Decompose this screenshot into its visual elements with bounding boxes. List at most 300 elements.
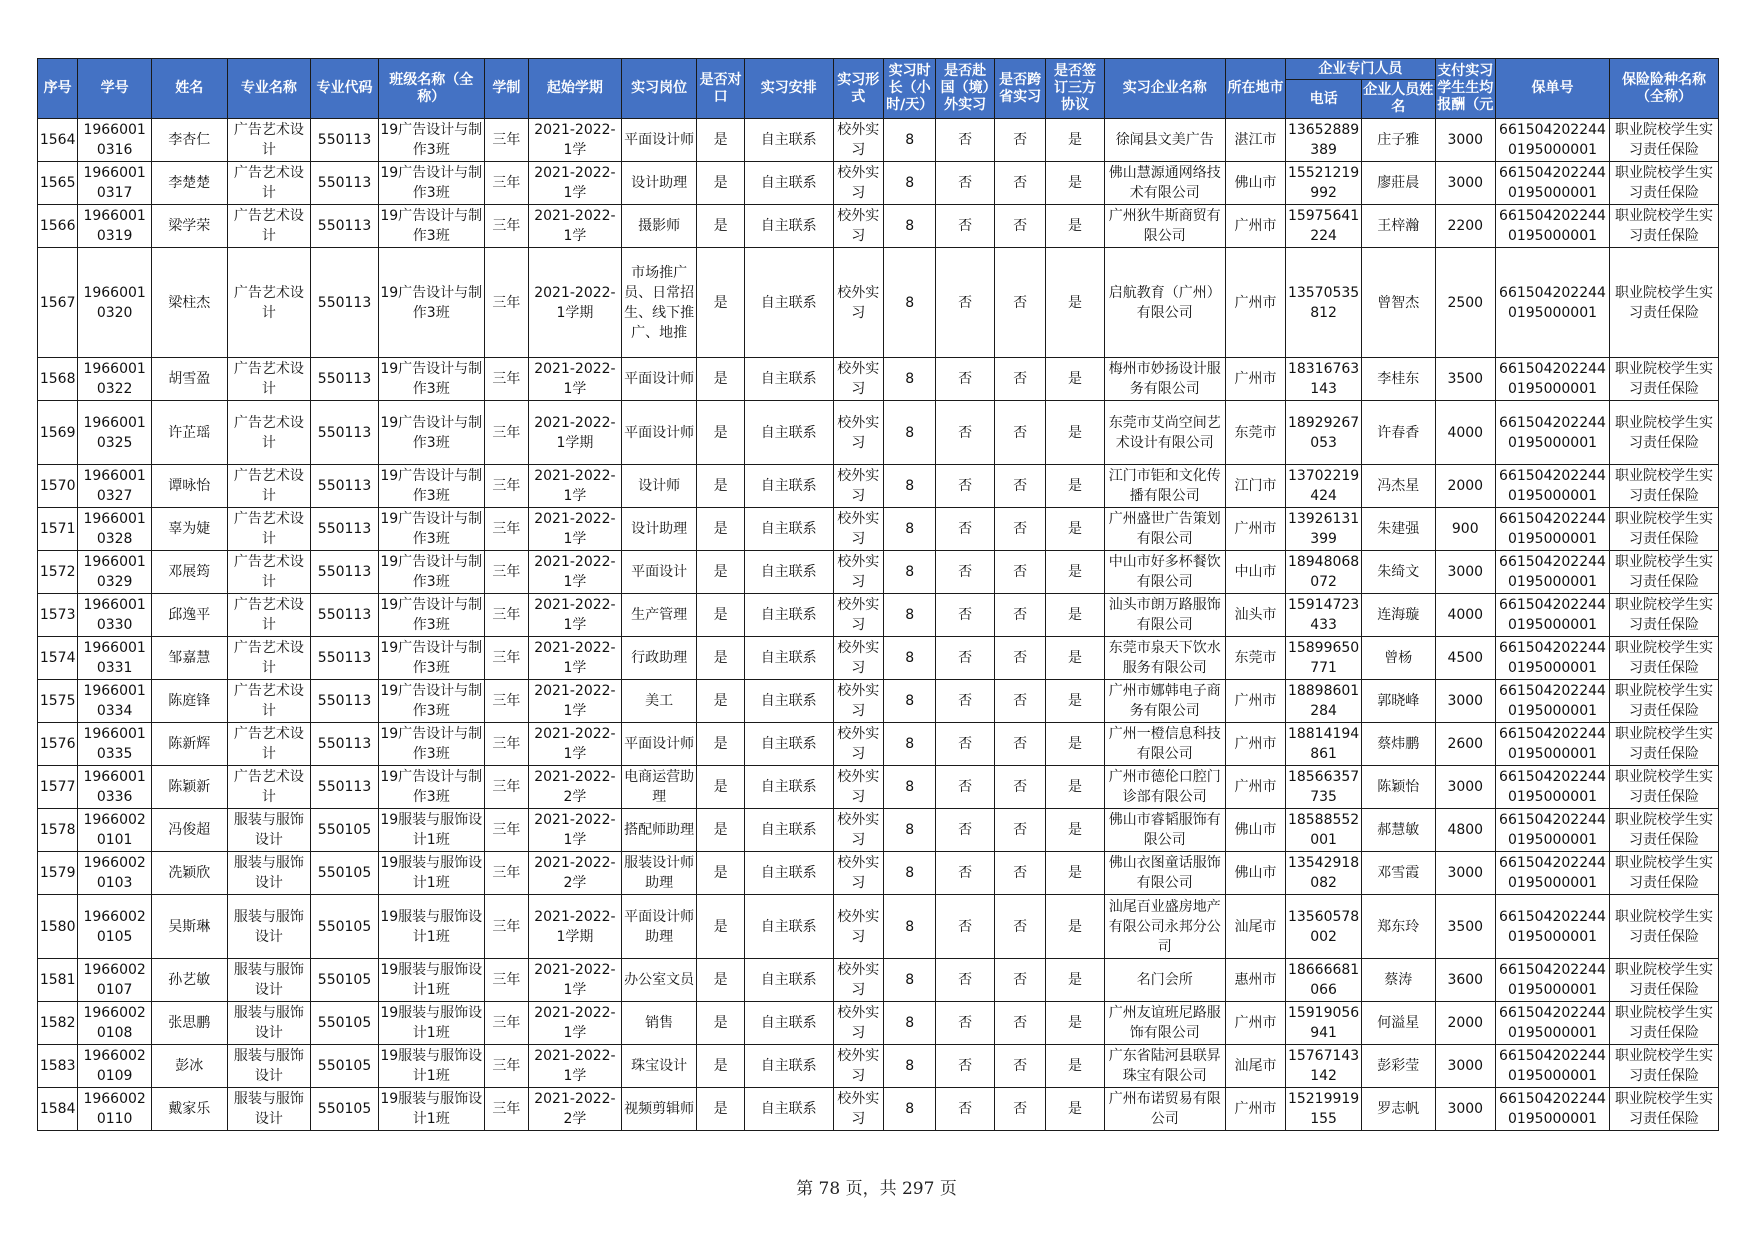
cell-insurance: 职业院校学生实习责任保险 [1609,1045,1718,1088]
cell-hours: 8 [883,1002,935,1045]
cell-company: 广州狄牛斯商贸有限公司 [1104,205,1225,248]
cell-start-term: 2021-2022-1学 [529,508,622,551]
cell-seq: 1576 [38,723,78,766]
cell-agreement: 是 [1046,959,1104,1002]
header-seq: 序号 [38,59,78,119]
cell-pay: 900 [1435,508,1496,551]
cell-name: 陈新辉 [151,723,227,766]
cell-phone: 13542918082 [1286,852,1362,895]
cell-city: 广州市 [1225,205,1286,248]
cell-abroad: 否 [936,162,994,205]
cell-policy-no: 6615042022440195000001 [1496,680,1610,723]
table-body [38,119,1719,1131]
cell-cross-province: 否 [994,637,1045,680]
cell-agreement: 是 [1046,508,1104,551]
cell-major-name: 广告艺术设计 [227,508,311,551]
cell-major-name: 服装与服饰设计 [227,1045,311,1088]
cell-position: 电商运营助理 [621,766,697,809]
cell-abroad: 否 [936,358,994,401]
cell-major-code: 550105 [311,895,379,959]
cell-abroad: 否 [936,723,994,766]
cell-company: 梅州市妙扬设计服务有限公司 [1104,358,1225,401]
cell-class-name: 19广告设计与制作3班 [378,508,484,551]
cell-form: 校外实习 [833,680,883,723]
cell-class-name: 19服装与服饰设计1班 [378,852,484,895]
cell-position: 生产管理 [621,594,697,637]
cell-policy-no: 6615042022440195000001 [1496,205,1610,248]
cell-seq: 1580 [38,895,78,959]
cell-arrangement: 自主联系 [744,959,833,1002]
cell-form: 校外实习 [833,119,883,162]
cell-hours: 8 [883,205,935,248]
cell-company: 广州盛世广告策划有限公司 [1104,508,1225,551]
cell-phone: 13652889389 [1286,119,1362,162]
table-row [38,205,1719,248]
cell-policy-no: 6615042022440195000001 [1496,809,1610,852]
cell-city: 东莞市 [1225,637,1286,680]
header-form: 实习形式 [833,59,883,119]
cell-seq: 1582 [38,1002,78,1045]
cell-duration: 三年 [484,852,528,895]
cell-hours: 8 [883,465,935,508]
cell-company: 广州市娜韩电子商务有限公司 [1104,680,1225,723]
cell-form: 校外实习 [833,723,883,766]
cell-agreement: 是 [1046,895,1104,959]
header-student-id: 学号 [78,59,152,119]
header-duration: 学制 [484,59,528,119]
cell-company: 徐闻县文美广告 [1104,119,1225,162]
cell-student-id: 19660020108 [78,1002,152,1045]
cell-city: 广州市 [1225,766,1286,809]
cell-pay: 3000 [1435,162,1496,205]
cell-name: 李杏仁 [151,119,227,162]
cell-agreement: 是 [1046,465,1104,508]
cell-city: 汕尾市 [1225,1045,1286,1088]
cell-hours: 8 [883,248,935,358]
cell-duration: 三年 [484,205,528,248]
cell-arrangement: 自主联系 [744,766,833,809]
cell-city: 东莞市 [1225,401,1286,465]
internship-table [37,58,1719,1131]
table-row [38,1088,1719,1131]
cell-form: 校外实习 [833,401,883,465]
cell-class-name: 19广告设计与制作3班 [378,637,484,680]
cell-arrangement: 自主联系 [744,1088,833,1131]
cell-city: 广州市 [1225,248,1286,358]
cell-city: 佛山市 [1225,809,1286,852]
cell-major-name: 广告艺术设计 [227,551,311,594]
cell-major-code: 550113 [311,551,379,594]
cell-duration: 三年 [484,162,528,205]
cell-class-name: 19广告设计与制作3班 [378,680,484,723]
cell-contact-name: 罗志帆 [1361,1088,1435,1131]
cell-insurance: 职业院校学生实习责任保险 [1609,637,1718,680]
cell-insurance: 职业院校学生实习责任保险 [1609,895,1718,959]
header-phone: 电话 [1286,80,1362,119]
cell-class-name: 19广告设计与制作3班 [378,358,484,401]
cell-insurance: 职业院校学生实习责任保险 [1609,551,1718,594]
cell-major-code: 550113 [311,465,379,508]
cell-major-name: 广告艺术设计 [227,162,311,205]
cell-hours: 8 [883,1045,935,1088]
cell-major-name: 广告艺术设计 [227,465,311,508]
header-position: 实习岗位 [621,59,697,119]
cell-hours: 8 [883,162,935,205]
cell-policy-no: 6615042022440195000001 [1496,1088,1610,1131]
cell-abroad: 否 [936,1045,994,1088]
table-row [38,637,1719,680]
cell-agreement: 是 [1046,551,1104,594]
cell-major-name: 广告艺术设计 [227,119,311,162]
cell-contact-name: 廖莊晨 [1361,162,1435,205]
cell-duration: 三年 [484,959,528,1002]
cell-pay: 2600 [1435,723,1496,766]
cell-policy-no: 6615042022440195000001 [1496,508,1610,551]
cell-cross-province: 否 [994,895,1045,959]
cell-start-term: 2021-2022-1学期 [529,248,622,358]
table-row [38,680,1719,723]
cell-agreement: 是 [1046,162,1104,205]
cell-class-name: 19广告设计与制作3班 [378,205,484,248]
cell-matched: 是 [697,248,744,358]
table-row [38,119,1719,162]
cell-position: 设计助理 [621,162,697,205]
cell-student-id: 19660010328 [78,508,152,551]
cell-arrangement: 自主联系 [744,401,833,465]
cell-contact-name: 王梓瀚 [1361,205,1435,248]
cell-phone: 18666681066 [1286,959,1362,1002]
cell-pay: 2000 [1435,1002,1496,1045]
cell-name: 冼颖欣 [151,852,227,895]
cell-position: 平面设计师 [621,119,697,162]
cell-matched: 是 [697,723,744,766]
cell-pay: 2000 [1435,465,1496,508]
cell-student-id: 19660020107 [78,959,152,1002]
cell-major-name: 广告艺术设计 [227,401,311,465]
cell-insurance: 职业院校学生实习责任保险 [1609,401,1718,465]
cell-phone: 18929267053 [1286,401,1362,465]
cell-agreement: 是 [1046,1045,1104,1088]
cell-policy-no: 6615042022440195000001 [1496,852,1610,895]
cell-seq: 1579 [38,852,78,895]
table-row [38,162,1719,205]
table-row [38,809,1719,852]
cell-abroad: 否 [936,809,994,852]
cell-pay: 3000 [1435,680,1496,723]
cell-seq: 1584 [38,1088,78,1131]
cell-form: 校外实习 [833,248,883,358]
cell-arrangement: 自主联系 [744,1002,833,1045]
cell-major-code: 550105 [311,852,379,895]
cell-abroad: 否 [936,401,994,465]
table-row [38,852,1719,895]
cell-agreement: 是 [1046,766,1104,809]
cell-agreement: 是 [1046,1002,1104,1045]
header-policy-no: 保单号 [1496,59,1610,119]
cell-student-id: 19660020103 [78,852,152,895]
cell-city: 惠州市 [1225,959,1286,1002]
cell-name: 谭咏怡 [151,465,227,508]
cell-pay: 3500 [1435,895,1496,959]
cell-name: 戴家乐 [151,1088,227,1131]
cell-seq: 1583 [38,1045,78,1088]
cell-contact-name: 连海璇 [1361,594,1435,637]
cell-name: 辜为婕 [151,508,227,551]
cell-form: 校外实习 [833,162,883,205]
cell-class-name: 19服装与服饰设计1班 [378,1045,484,1088]
cell-phone: 15919056941 [1286,1002,1362,1045]
cell-duration: 三年 [484,723,528,766]
header-agreement: 是否签订三方协议 [1046,59,1104,119]
cell-matched: 是 [697,551,744,594]
cell-hours: 8 [883,680,935,723]
cell-cross-province: 否 [994,119,1045,162]
cell-class-name: 19广告设计与制作3班 [378,551,484,594]
cell-policy-no: 6615042022440195000001 [1496,895,1610,959]
cell-arrangement: 自主联系 [744,809,833,852]
cell-city: 佛山市 [1225,162,1286,205]
cell-seq: 1575 [38,680,78,723]
cell-policy-no: 6615042022440195000001 [1496,766,1610,809]
cell-arrangement: 自主联系 [744,205,833,248]
cell-position: 搭配师助理 [621,809,697,852]
cell-policy-no: 6615042022440195000001 [1496,465,1610,508]
cell-city: 江门市 [1225,465,1286,508]
cell-duration: 三年 [484,1088,528,1131]
cell-start-term: 2021-2022-1学 [529,1045,622,1088]
header-cross-province: 是否跨省实习 [994,59,1045,119]
cell-agreement: 是 [1046,248,1104,358]
cell-pay: 3500 [1435,358,1496,401]
header-major-code: 专业代码 [311,59,379,119]
cell-hours: 8 [883,959,935,1002]
cell-contact-name: 曾智杰 [1361,248,1435,358]
header-insurance: 保险险种名称（全称） [1609,59,1718,119]
cell-major-code: 550113 [311,119,379,162]
cell-class-name: 19服装与服饰设计1班 [378,1088,484,1131]
cell-abroad: 否 [936,1002,994,1045]
cell-position: 市场推广员、日常招生、线下推广、地推 [621,248,697,358]
cell-insurance: 职业院校学生实习责任保险 [1609,766,1718,809]
cell-phone: 18566357735 [1286,766,1362,809]
cell-matched: 是 [697,637,744,680]
cell-seq: 1570 [38,465,78,508]
cell-class-name: 19广告设计与制作3班 [378,465,484,508]
cell-name: 许芷瑶 [151,401,227,465]
cell-arrangement: 自主联系 [744,895,833,959]
table-row [38,248,1719,358]
cell-student-id: 19660020105 [78,895,152,959]
cell-pay: 4000 [1435,401,1496,465]
cell-phone: 15219919155 [1286,1088,1362,1131]
cell-seq: 1573 [38,594,78,637]
cell-pay: 3600 [1435,959,1496,1002]
cell-hours: 8 [883,637,935,680]
cell-phone: 15914723433 [1286,594,1362,637]
cell-position: 珠宝设计 [621,1045,697,1088]
cell-student-id: 19660010336 [78,766,152,809]
cell-duration: 三年 [484,465,528,508]
header-name: 姓名 [151,59,227,119]
cell-pay: 3000 [1435,551,1496,594]
cell-major-name: 广告艺术设计 [227,205,311,248]
cell-cross-province: 否 [994,1088,1045,1131]
cell-city: 广州市 [1225,1088,1286,1131]
cell-cross-province: 否 [994,551,1045,594]
cell-contact-name: 彭彩莹 [1361,1045,1435,1088]
cell-major-code: 550113 [311,508,379,551]
header-contact-name: 企业人员姓名 [1361,80,1435,119]
cell-student-id: 19660020101 [78,809,152,852]
cell-major-name: 服装与服饰设计 [227,895,311,959]
table-row [38,594,1719,637]
cell-insurance: 职业院校学生实习责任保险 [1609,1088,1718,1131]
cell-position: 销售 [621,1002,697,1045]
cell-insurance: 职业院校学生实习责任保险 [1609,723,1718,766]
cell-form: 校外实习 [833,766,883,809]
cell-matched: 是 [697,809,744,852]
header-company: 实习企业名称 [1104,59,1225,119]
cell-major-code: 550113 [311,723,379,766]
table-row [38,723,1719,766]
cell-student-id: 19660020109 [78,1045,152,1088]
cell-cross-province: 否 [994,1045,1045,1088]
cell-name: 梁学荣 [151,205,227,248]
cell-hours: 8 [883,358,935,401]
cell-student-id: 19660010319 [78,205,152,248]
cell-hours: 8 [883,508,935,551]
cell-position: 设计师 [621,465,697,508]
cell-major-code: 550105 [311,1088,379,1131]
cell-seq: 1568 [38,358,78,401]
cell-class-name: 19广告设计与制作3班 [378,594,484,637]
cell-duration: 三年 [484,1045,528,1088]
cell-matched: 是 [697,358,744,401]
cell-insurance: 职业院校学生实习责任保险 [1609,959,1718,1002]
cell-major-code: 550105 [311,809,379,852]
cell-company: 东莞市艾尚空间艺术设计有限公司 [1104,401,1225,465]
cell-hours: 8 [883,551,935,594]
cell-start-term: 2021-2022-1学 [529,594,622,637]
cell-agreement: 是 [1046,1088,1104,1131]
cell-phone: 15899650771 [1286,637,1362,680]
cell-major-name: 服装与服饰设计 [227,852,311,895]
cell-company: 广州市德伦口腔门诊部有限公司 [1104,766,1225,809]
cell-duration: 三年 [484,680,528,723]
cell-contact-name: 郝慧敏 [1361,809,1435,852]
cell-phone: 13702219424 [1286,465,1362,508]
cell-form: 校外实习 [833,1088,883,1131]
cell-matched: 是 [697,1088,744,1131]
cell-arrangement: 自主联系 [744,508,833,551]
cell-insurance: 职业院校学生实习责任保险 [1609,508,1718,551]
cell-seq: 1572 [38,551,78,594]
cell-city: 汕尾市 [1225,895,1286,959]
cell-phone: 13570535812 [1286,248,1362,358]
cell-form: 校外实习 [833,852,883,895]
cell-seq: 1567 [38,248,78,358]
cell-abroad: 否 [936,1088,994,1131]
cell-abroad: 否 [936,248,994,358]
cell-form: 校外实习 [833,959,883,1002]
cell-insurance: 职业院校学生实习责任保险 [1609,680,1718,723]
cell-major-code: 550113 [311,162,379,205]
cell-seq: 1565 [38,162,78,205]
cell-cross-province: 否 [994,401,1045,465]
cell-contact-name: 朱建强 [1361,508,1435,551]
cell-company: 名门会所 [1104,959,1225,1002]
cell-phone: 15767143142 [1286,1045,1362,1088]
cell-start-term: 2021-2022-1学 [529,1002,622,1045]
cell-city: 中山市 [1225,551,1286,594]
cell-insurance: 职业院校学生实习责任保险 [1609,809,1718,852]
cell-form: 校外实习 [833,637,883,680]
header-city: 所在地市 [1225,59,1286,119]
cell-form: 校外实习 [833,895,883,959]
cell-name: 梁柱杰 [151,248,227,358]
cell-seq: 1569 [38,401,78,465]
cell-class-name: 19广告设计与制作3班 [378,119,484,162]
cell-cross-province: 否 [994,358,1045,401]
cell-student-id: 19660010330 [78,594,152,637]
header-contact-group: 企业专门人员 [1286,59,1435,80]
cell-seq: 1566 [38,205,78,248]
cell-city: 广州市 [1225,508,1286,551]
cell-major-code: 550113 [311,358,379,401]
cell-student-id: 19660010329 [78,551,152,594]
cell-major-code: 550113 [311,637,379,680]
cell-class-name: 19广告设计与制作3班 [378,401,484,465]
cell-matched: 是 [697,594,744,637]
cell-class-name: 19广告设计与制作3班 [378,248,484,358]
cell-start-term: 2021-2022-2学 [529,766,622,809]
cell-abroad: 否 [936,594,994,637]
cell-seq: 1571 [38,508,78,551]
cell-hours: 8 [883,594,935,637]
cell-seq: 1578 [38,809,78,852]
table-row [38,766,1719,809]
cell-contact-name: 蔡炜鹏 [1361,723,1435,766]
cell-cross-province: 否 [994,680,1045,723]
cell-policy-no: 6615042022440195000001 [1496,358,1610,401]
cell-policy-no: 6615042022440195000001 [1496,723,1610,766]
cell-start-term: 2021-2022-1学 [529,358,622,401]
cell-name: 李楚楚 [151,162,227,205]
cell-form: 校外实习 [833,809,883,852]
cell-contact-name: 许春香 [1361,401,1435,465]
cell-matched: 是 [697,119,744,162]
cell-matched: 是 [697,465,744,508]
cell-cross-province: 否 [994,508,1045,551]
cell-arrangement: 自主联系 [744,465,833,508]
cell-seq: 1577 [38,766,78,809]
cell-student-id: 19660010331 [78,637,152,680]
cell-duration: 三年 [484,637,528,680]
cell-class-name: 19服装与服饰设计1班 [378,1002,484,1045]
cell-insurance: 职业院校学生实习责任保险 [1609,465,1718,508]
cell-hours: 8 [883,852,935,895]
cell-city: 广州市 [1225,1002,1286,1045]
header-pay: 支付实习学生生均报酬（元 [1435,59,1496,119]
cell-cross-province: 否 [994,248,1045,358]
cell-student-id: 19660020110 [78,1088,152,1131]
table-row [38,508,1719,551]
cell-abroad: 否 [936,895,994,959]
cell-major-code: 550113 [311,594,379,637]
cell-company: 佛山衣图童话服饰有限公司 [1104,852,1225,895]
cell-contact-name: 陈颖怡 [1361,766,1435,809]
cell-name: 冯俊超 [151,809,227,852]
